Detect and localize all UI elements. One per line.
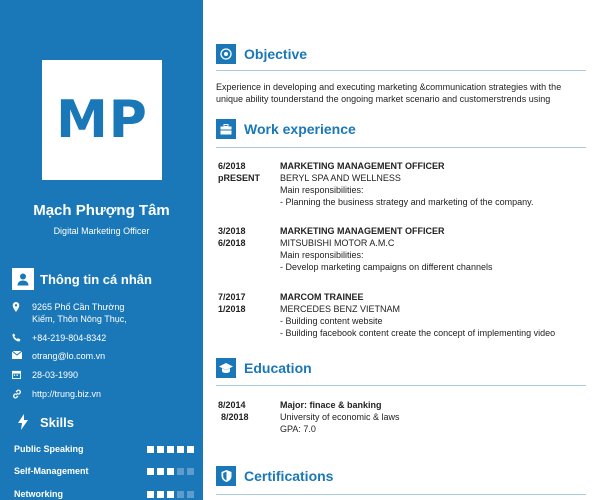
work-detail: Main responsibilities: xyxy=(280,250,364,260)
skill-dot-filled xyxy=(147,468,154,475)
skill-level-dots xyxy=(147,491,194,498)
address-line-2: Kiếm, Thôn Nông Thục, xyxy=(32,314,127,324)
work-detail: - Planning the business strategy and marketing of the company. xyxy=(280,197,534,207)
skill-dot-filled xyxy=(157,468,164,475)
work-end-date: pRESENT xyxy=(218,173,261,183)
skill-dot-empty xyxy=(187,468,194,475)
divider xyxy=(216,385,586,386)
graduation-cap-icon xyxy=(216,358,236,378)
skill-dot-filled xyxy=(157,446,164,453)
skill-dot-filled xyxy=(177,446,184,453)
phone-row xyxy=(12,332,106,344)
education-title: Education xyxy=(244,360,312,376)
skill-dot-empty xyxy=(177,468,184,475)
work-detail: - Building facebook content create the concept of implementing video xyxy=(280,328,556,338)
education-school: University of economic & laws xyxy=(280,412,400,422)
briefcase-icon xyxy=(216,119,236,139)
website-text: http://trung.biz.vn xyxy=(32,389,102,399)
skill-dot-filled xyxy=(167,468,174,475)
skill-level-dots xyxy=(147,446,194,453)
skill-dot-empty xyxy=(187,491,194,498)
address-line-1: 9265 Phố Cần Thường xyxy=(32,302,125,312)
skill-dot-filled xyxy=(167,446,174,453)
certifications-heading xyxy=(216,466,333,486)
skill-row xyxy=(14,444,194,454)
skill-label: Public Speaking xyxy=(14,444,84,454)
work-company: MERCEDES BENZ VIETNAM xyxy=(280,304,401,314)
address-row xyxy=(12,301,127,325)
work-end-date: 6/2018 xyxy=(218,238,246,248)
work-detail: - Develop marketing campaigns on different channels xyxy=(280,262,493,272)
work-detail: - Building content website xyxy=(280,316,383,326)
lightning-icon xyxy=(12,411,34,433)
profile-role: Digital Marketing Officer xyxy=(53,226,150,236)
birthday-row xyxy=(12,369,78,381)
objective-text: Experience in developing and executing marketing &communication strategies with the unique ability tounderstand the ongoing market scenario and customerstrends using xyxy=(216,82,562,104)
education-gpa: GPA: 7.0 xyxy=(280,424,316,434)
education-major: Major: finace & banking xyxy=(280,400,382,410)
skill-dot-empty xyxy=(177,491,184,498)
initials: MP xyxy=(56,90,148,150)
monogram-box xyxy=(42,60,162,180)
target-icon xyxy=(216,44,236,64)
personal-info-title: Thông tin cá nhân xyxy=(40,271,152,287)
skill-row xyxy=(14,466,194,476)
location-pin-icon xyxy=(12,301,28,325)
sidebar xyxy=(0,0,203,500)
work-title: Work experience xyxy=(244,121,356,137)
objective-heading xyxy=(216,44,307,64)
work-start-date: 3/2018 xyxy=(218,226,246,236)
education-end-date: 8/2018 xyxy=(221,412,249,422)
work-start-date: 6/2018 xyxy=(218,161,246,171)
divider xyxy=(216,70,586,71)
certifications-title: Certifications xyxy=(244,468,334,484)
objective-title: Objective xyxy=(244,46,308,62)
website-row xyxy=(12,388,101,400)
work-end-date: 1/2018 xyxy=(218,304,246,314)
work-company: BERYL SPA AND WELLNESS xyxy=(280,173,401,183)
envelope-icon xyxy=(12,350,28,362)
email-row xyxy=(12,350,105,362)
phone-icon xyxy=(12,332,28,344)
skill-dot-filled xyxy=(157,491,164,498)
skill-dot-filled xyxy=(147,491,154,498)
work-start-date: 7/2017 xyxy=(218,292,246,302)
work-heading xyxy=(216,119,356,139)
calendar-icon xyxy=(12,369,28,381)
skill-level-dots xyxy=(147,468,194,475)
birthday-text: 28-03-1990 xyxy=(32,370,79,380)
personal-info-heading xyxy=(12,268,152,290)
education-start-date: 8/2014 xyxy=(218,400,246,410)
skill-dot-filled xyxy=(167,491,174,498)
work-company: MITSUBISHI MOTOR A.M.C xyxy=(280,238,395,248)
work-position: MARCOM TRAINEE xyxy=(280,292,364,302)
skill-row xyxy=(14,489,194,499)
skills-heading xyxy=(12,411,74,433)
work-position: MARKETING MANAGEMENT OFFICER xyxy=(280,226,445,236)
skill-dot-filled xyxy=(147,446,154,453)
divider xyxy=(216,147,586,148)
skill-label: Self-Management xyxy=(14,466,89,476)
education-heading xyxy=(216,358,312,378)
skill-dot-filled xyxy=(187,446,194,453)
work-position: MARKETING MANAGEMENT OFFICER xyxy=(280,161,445,171)
skills-title: Skills xyxy=(40,414,74,430)
work-detail: Main responsibilities: xyxy=(280,185,364,195)
profile-name: Mạch Phượng Tâm xyxy=(33,202,170,219)
user-icon xyxy=(12,268,34,290)
email-text: otrang@lo.com.vn xyxy=(32,351,106,361)
shield-icon xyxy=(216,466,236,486)
skill-label: Networking xyxy=(14,489,64,499)
phone-text: +84-219-804-8342 xyxy=(32,333,107,343)
link-icon xyxy=(12,388,28,400)
divider xyxy=(216,494,586,495)
